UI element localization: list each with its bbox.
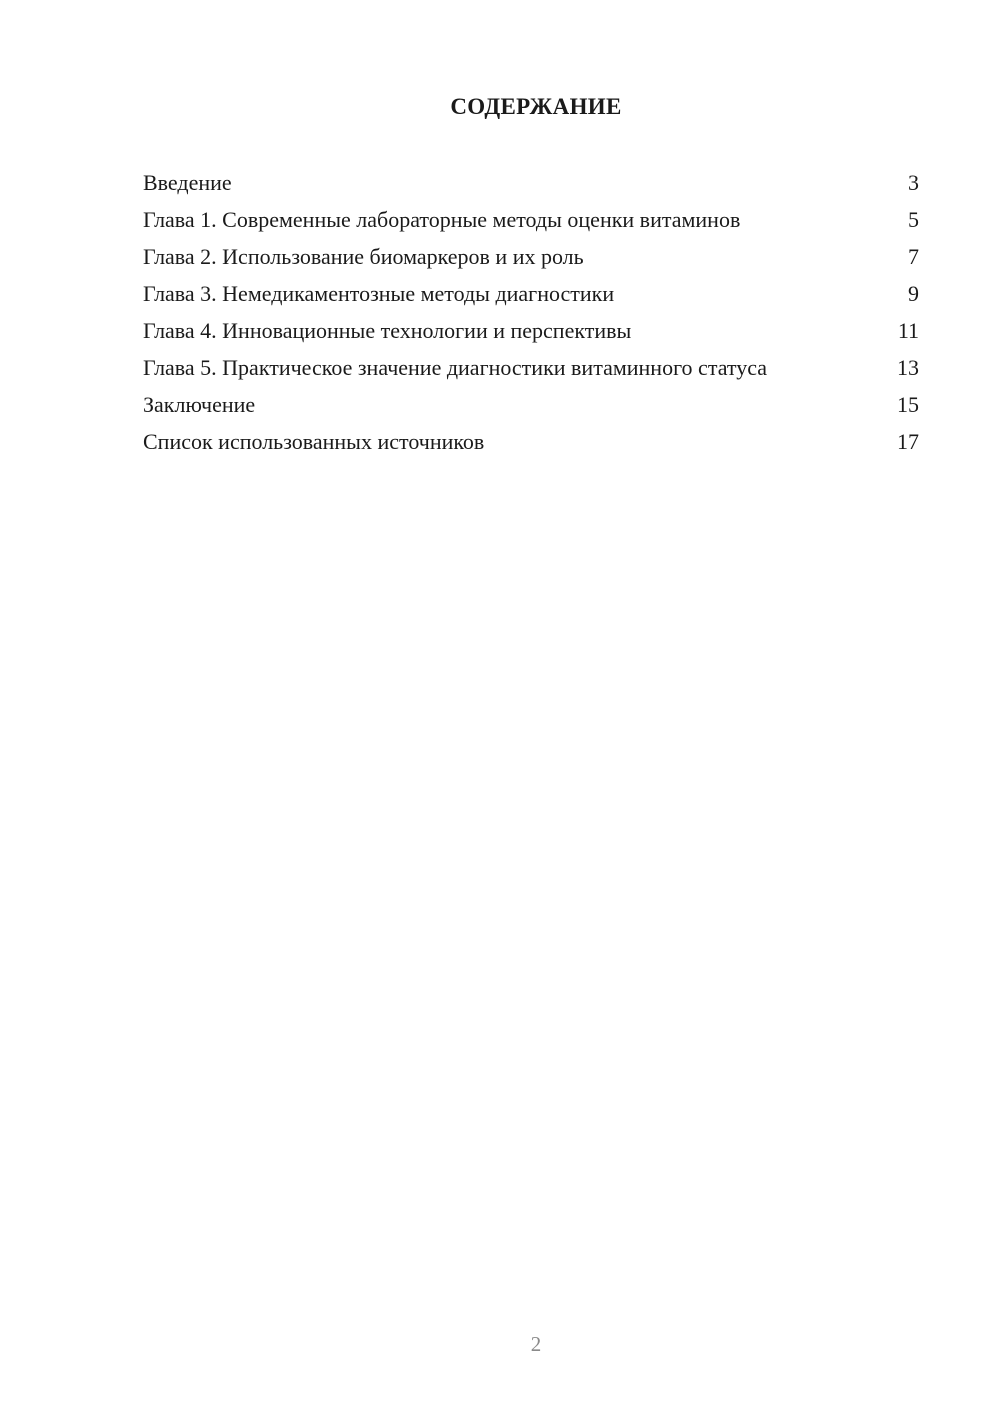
toc-item-label: Введение [143, 170, 232, 195]
toc-item-label: Список использованных источников [143, 429, 485, 454]
toc-item-chapter-4 [143, 318, 919, 344]
toc-item-page: 17 [897, 429, 919, 454]
toc-item-page: 3 [908, 170, 919, 195]
toc-item-page: 15 [897, 392, 919, 417]
toc-item-chapter-5 [143, 355, 919, 381]
toc-item-label: Заключение [143, 392, 256, 417]
toc-item-page: 5 [908, 207, 919, 232]
table-of-contents [143, 170, 919, 466]
toc-item-page: 9 [908, 281, 919, 306]
toc-item-page: 7 [908, 244, 919, 269]
toc-item-label: Глава 5. Практическое значение диагностики витаминного статуса [143, 355, 768, 380]
toc-item-references [143, 429, 919, 455]
page-number: 2 [530, 1332, 542, 1356]
toc-item-page: 13 [897, 355, 919, 380]
toc-item-label: Глава 2. Использование биомаркеров и их роль [143, 244, 584, 269]
toc-item-chapter-1 [143, 207, 919, 233]
toc-item-chapter-3 [143, 281, 919, 307]
toc-item-page: 11 [897, 318, 919, 343]
toc-item-label: Глава 3. Немедикаментозные методы диагностики [143, 281, 615, 306]
toc-item-conclusion [143, 392, 919, 418]
toc-item-chapter-2 [143, 244, 919, 270]
toc-item-label: Глава 4. Инновационные технологии и перспективы [143, 318, 632, 343]
toc-item-introduction [143, 170, 919, 196]
toc-item-label: Глава 1. Современные лабораторные методы оценки витаминов [143, 207, 741, 232]
toc-title: СОДЕРЖАНИЕ [450, 94, 622, 119]
